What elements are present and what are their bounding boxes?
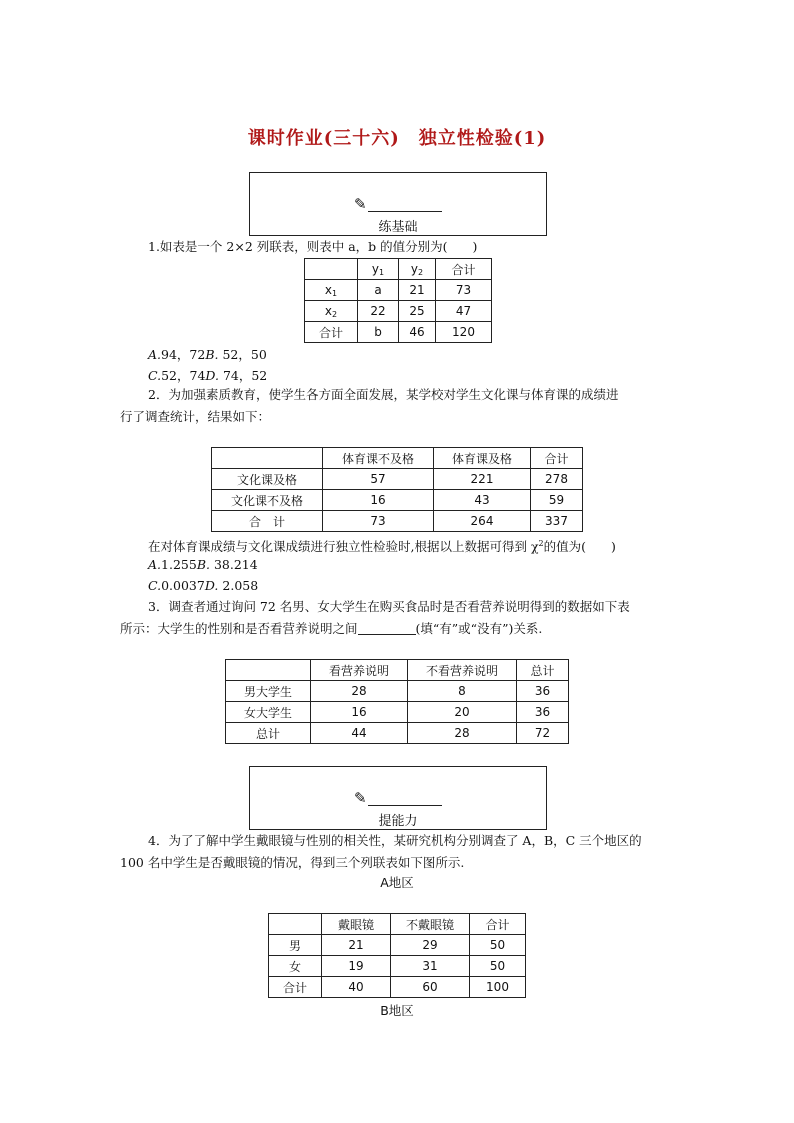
table-cell: 73 <box>323 511 434 532</box>
option-letter: D. <box>204 578 219 593</box>
superscript: 2 <box>538 539 544 548</box>
q4-table-a <box>268 913 526 998</box>
table-cell: 59 <box>531 490 583 511</box>
table-cell: 女 <box>269 956 322 977</box>
table-cell: 总计 <box>226 723 311 744</box>
table-cell: 21 <box>399 280 436 301</box>
table-row <box>226 702 569 723</box>
table-cell: 文化课不及格 <box>212 490 323 511</box>
option-letter: A. <box>148 557 162 572</box>
option-a: 94，72 <box>161 347 206 362</box>
section-header-basic <box>249 172 547 236</box>
page-title: 课时作业(三十六) 独立性检验(1) <box>247 128 547 149</box>
q2-options-ab <box>148 556 258 574</box>
table-cell: 合计 <box>470 914 526 935</box>
table-row <box>212 511 583 532</box>
q3-stem-line1: 3．调查者通过询问 72 名男、女大学生在购买食品时是否看营养说明得到的数据如下表 <box>148 599 630 614</box>
table-cell: 36 <box>517 681 569 702</box>
table-cell: 8 <box>408 681 517 702</box>
table-cell: 47 <box>436 301 492 322</box>
table-cell: 100 <box>470 977 526 998</box>
table-cell: 19 <box>322 956 391 977</box>
q1-table <box>304 258 492 343</box>
table-cell: 73 <box>436 280 492 301</box>
stem-text: (填“有”或“没有”)关系. <box>415 621 543 636</box>
table-cell <box>269 914 322 935</box>
answer-blank[interactable] <box>358 622 416 635</box>
region-a-label: A地区 <box>380 875 414 890</box>
pencil-icon: ✎ <box>354 195 367 213</box>
table-cell: $y_1$ <box>358 259 399 280</box>
table-cell: 120 <box>436 322 492 343</box>
table-cell: 264 <box>434 511 531 532</box>
q3-table <box>225 659 569 744</box>
table-cell: 44 <box>311 723 408 744</box>
table-cell: 16 <box>323 490 434 511</box>
q2-table <box>211 447 583 532</box>
section-label: 练基础 <box>378 220 418 235</box>
table-cell: 体育课及格 <box>434 448 531 469</box>
table-cell: 合 计 <box>212 511 323 532</box>
table-cell: 体育课不及格 <box>323 448 434 469</box>
table-cell: 女大学生 <box>226 702 311 723</box>
table-cell: 合计 <box>531 448 583 469</box>
table-cell: 21 <box>322 935 391 956</box>
table-cell: a <box>358 280 399 301</box>
table-row <box>305 280 492 301</box>
option-d: 74，52 <box>222 368 268 383</box>
q4-stem-line1: 4．为了了解中学生戴眼镜与性别的相关性，某研究机构分别调查了 A，B，C 三个地区的 <box>148 833 642 848</box>
table-cell: 43 <box>434 490 531 511</box>
table-cell <box>226 660 311 681</box>
table-cell: b <box>358 322 399 343</box>
option-d: 2.058 <box>222 578 259 593</box>
table-row <box>269 977 526 998</box>
table-row <box>305 301 492 322</box>
table-cell <box>212 448 323 469</box>
table-cell: 文化课及格 <box>212 469 323 490</box>
table-cell: 总计 <box>517 660 569 681</box>
option-a: 1.255 <box>161 557 197 572</box>
table-cell: 男大学生 <box>226 681 311 702</box>
question-text: 的值为( ) <box>543 539 616 555</box>
table-cell: 20 <box>408 702 517 723</box>
q3-stem-line2 <box>120 620 542 638</box>
q2-options-cd <box>148 577 258 595</box>
option-letter: D. <box>205 368 219 383</box>
table-cell: $y_2$ <box>399 259 436 280</box>
table-cell: 278 <box>531 469 583 490</box>
table-row <box>305 259 492 280</box>
q2-stem-line2: 行了调查统计，结果如下： <box>120 409 271 424</box>
table-cell: 57 <box>323 469 434 490</box>
pencil-icon: ✎ <box>354 789 367 807</box>
option-letter: B. <box>196 557 210 572</box>
table-cell: 50 <box>470 956 526 977</box>
table-cell: 男 <box>269 935 322 956</box>
table-cell: $x_1$ <box>305 280 358 301</box>
option-b: 52，50 <box>222 347 267 362</box>
section-underline <box>368 211 442 212</box>
table-row <box>269 956 526 977</box>
table-cell: 60 <box>391 977 470 998</box>
option-b: 38.214 <box>213 557 258 572</box>
table-row <box>226 681 569 702</box>
table-cell: 22 <box>358 301 399 322</box>
table-cell: 29 <box>391 935 470 956</box>
table-cell: 合计 <box>305 322 358 343</box>
table-cell: 31 <box>391 956 470 977</box>
section-underline <box>368 805 442 806</box>
table-cell: 28 <box>311 681 408 702</box>
q2-stem-line1: 2．为加强素质教育，使学生各方面全面发展，某学校对学生文化课与体育课的成绩进 <box>148 387 619 402</box>
table-cell: $x_2$ <box>305 301 358 322</box>
table-row <box>269 914 526 935</box>
option-letter: C. <box>148 578 162 593</box>
stem-text: 所示：大学生的性别和是否看营养说明之间 <box>120 621 358 636</box>
table-cell: 221 <box>434 469 531 490</box>
table-cell: 合计 <box>269 977 322 998</box>
q4-stem-line2: 100 名中学生是否戴眼镜的情况，得到三个列联表如下图所示. <box>120 855 465 870</box>
option-letter: B. <box>205 347 219 362</box>
table-cell: 25 <box>399 301 436 322</box>
table-cell: 50 <box>470 935 526 956</box>
table-cell: 16 <box>311 702 408 723</box>
question-text: 在对体育课成绩与文化课成绩进行独立性检验时,根据以上数据可得到 χ <box>148 539 539 555</box>
table-row <box>305 322 492 343</box>
option-letter: A. <box>148 347 162 362</box>
q1-options-ab <box>148 346 267 364</box>
region-b-label: B地区 <box>380 1003 414 1018</box>
option-letter: C. <box>148 368 162 383</box>
table-row <box>226 660 569 681</box>
q2-question <box>148 535 616 556</box>
table-cell: 戴眼镜 <box>322 914 391 935</box>
table-cell: 看营养说明 <box>311 660 408 681</box>
table-cell: 不看营养说明 <box>408 660 517 681</box>
option-c: 52，74 <box>161 368 206 383</box>
section-header-advanced <box>249 766 547 830</box>
table-cell <box>305 259 358 280</box>
option-c: 0.0037 <box>161 578 205 593</box>
table-cell: 28 <box>408 723 517 744</box>
table-cell: 46 <box>399 322 436 343</box>
table-cell: 合计 <box>436 259 492 280</box>
table-row <box>212 469 583 490</box>
q1-stem: 1.如表是一个 2×2 列联表，则表中 a，b 的值分别为( ) <box>148 239 478 254</box>
section-label: 提能力 <box>378 814 418 829</box>
table-cell: 不戴眼镜 <box>391 914 470 935</box>
table-row <box>212 448 583 469</box>
q1-options-cd <box>148 367 267 385</box>
table-cell: 40 <box>322 977 391 998</box>
table-cell: 72 <box>517 723 569 744</box>
table-row <box>212 490 583 511</box>
table-cell: 337 <box>531 511 583 532</box>
table-cell: 36 <box>517 702 569 723</box>
table-row <box>226 723 569 744</box>
table-row <box>269 935 526 956</box>
